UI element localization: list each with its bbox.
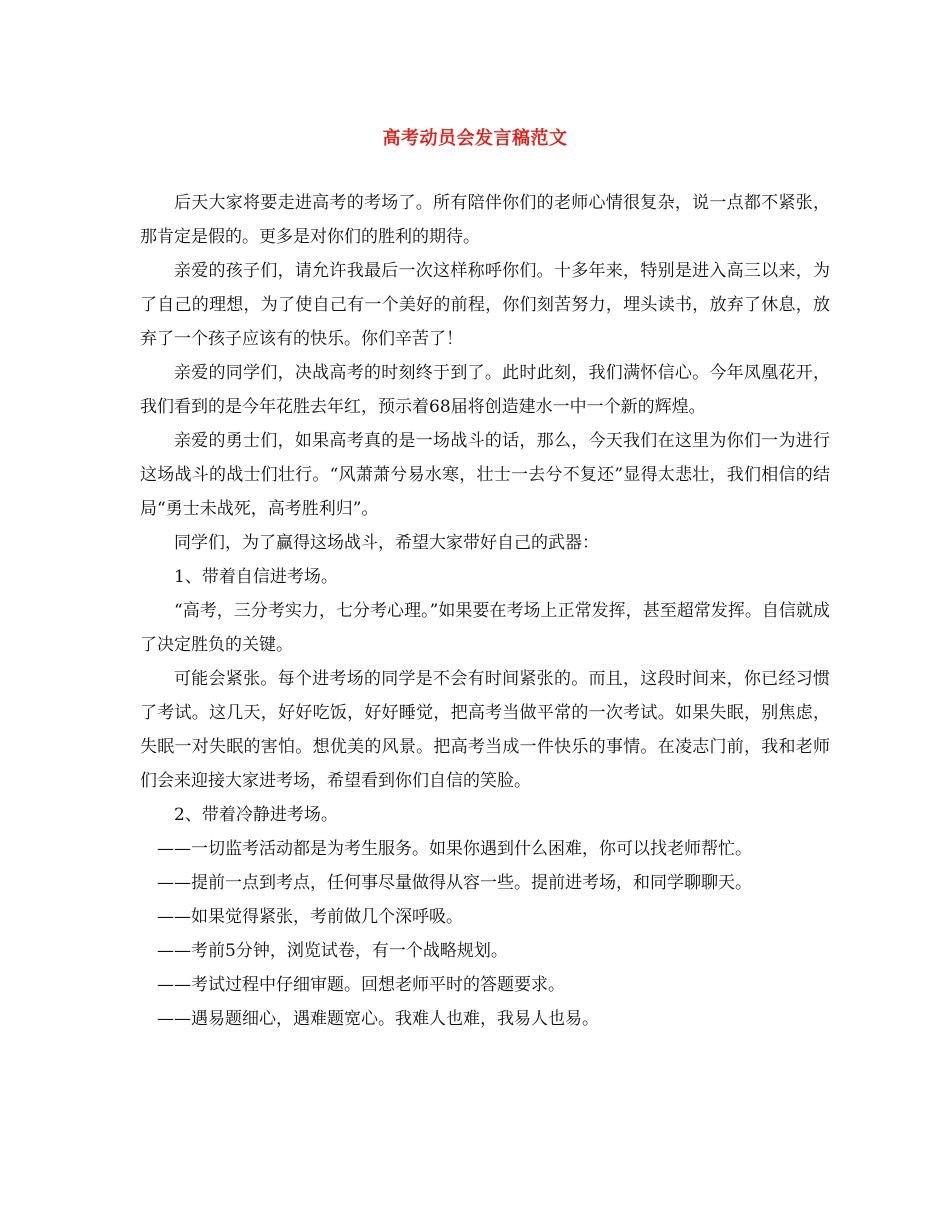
section-heading: 2、带着冷静进考场。 <box>174 805 338 825</box>
paragraph: 后天大家将要走进高考的考场了。所有陪伴你们的老师心情很复杂，说一点都不紧张，那肯定是假的。更多是对你们的胜利的期待。 <box>140 193 830 247</box>
paragraph: 亲爱的勇士们，如果高考真的是一场战斗的话，那么，今天我们在这里为你们一为进行这场战斗的战士们壮行。“风萧萧兮易水寒，壮士一去兮不复还”显得太悲壮，我们相信的结局“勇士未战死，高考胜利归”。 <box>140 431 830 519</box>
list-item: ——考前5分钟，浏览试卷，有一个战略规划。 <box>157 941 508 961</box>
paragraph: 同学们，为了赢得这场战斗，希望大家带好自己的武器： <box>174 533 599 553</box>
paragraph: “高考，三分考实力，七分考心理。”如果要在考场上正常发挥，甚至超常发挥。自信就成了决定胜负的关键。 <box>140 601 830 655</box>
list-item: ——考试过程中仔细审题。回想老师平时的答题要求。 <box>157 975 565 995</box>
list-item: ——提前一点到考点，任何事尽量做得从容一些。提前进考场，和同学聊聊天。 <box>157 873 752 893</box>
document-title: 高考动员会发言稿范文 <box>382 128 568 149</box>
document-body <box>140 186 830 1036</box>
paragraph: 亲爱的孩子们，请允许我最后一次这样称呼你们。十多年来，特别是进入高三以来，为了自己的理想，为了使自己有一个美好的前程，你们刻苦努力，埋头读书，放弃了休息，放弃了一个孩子应该有的快乐。你们辛苦了！ <box>140 261 830 349</box>
section-heading: 1、带着自信进考场。 <box>174 567 338 587</box>
list-item: ——遇易题细心，遇难题宽心。我难人也难，我易人也易。 <box>157 1009 599 1029</box>
paragraph: 亲爱的同学们，决战高考的时刻终于到了。此时此刻，我们满怀信心。今年凤凰花开，我们看到的是今年花胜去年红，预示着68届将创造建水一中一个新的辉煌。 <box>140 363 830 417</box>
list-item: ——一切监考活动都是为考生服务。如果你遇到什么困难，你可以找老师帮忙。 <box>157 839 752 859</box>
list-item: ——如果觉得紧张，考前做几个深呼吸。 <box>157 907 463 927</box>
paragraph: 可能会紧张。每个进考场的同学是不会有时间紧张的。而且，这段时间来，你已经习惯了考试。这几天，好好吃饭，好好睡觉，把高考当做平常的一次考试。如果失眠，别焦虑，失眠一对失眠的害怕。想优美的风景。把高考当成一件快乐的事情。在凌志门前，我和老师们会来迎接大家进考场，希望看到你们自信的笑脸。 <box>140 669 830 791</box>
